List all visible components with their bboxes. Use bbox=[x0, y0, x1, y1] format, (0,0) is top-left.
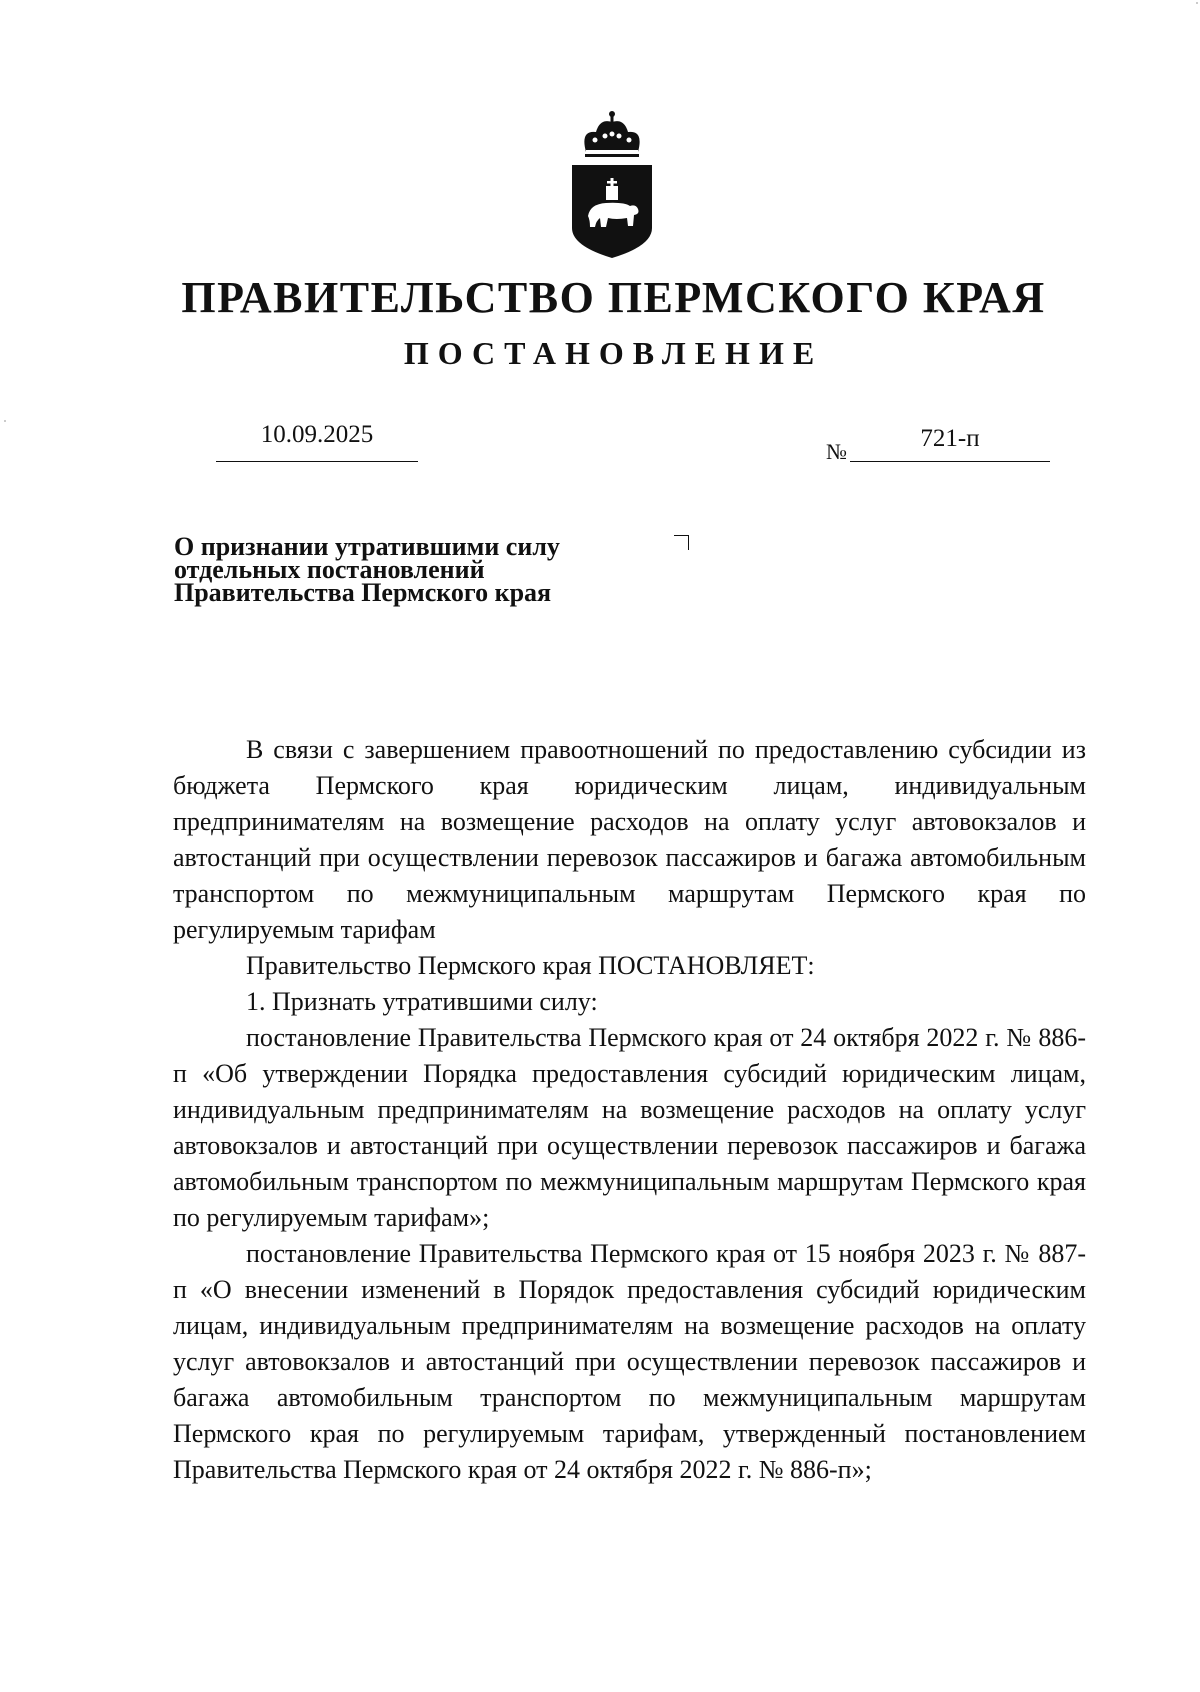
number-underline bbox=[850, 461, 1050, 462]
number-sign: № bbox=[826, 439, 847, 464]
date-underline bbox=[216, 461, 418, 462]
document-date: 10.09.2025 bbox=[260, 421, 374, 448]
document-subject bbox=[174, 532, 694, 607]
subject-corner-mark bbox=[674, 535, 689, 550]
document-number: 721-п bbox=[920, 425, 980, 452]
document-type: ПОСТАНОВЛЕНИЕ bbox=[403, 335, 824, 371]
subject-line: отдельных постановлений bbox=[174, 555, 485, 584]
scan-artifact bbox=[4, 420, 6, 422]
preamble-paragraph: В связи с завершением правоотношений по предоставлению субсидии из бюджета Пермского края юридическим лицам, индивидуальным предпринимателям на возмещение расходов на оплату услуг автовокзалов и автостанций при осуществлении перевозок пассажиров и багажа автомобильным транспортом по межмуниципальным маршрутам Пермского края по регулируемым тарифам bbox=[173, 735, 1086, 944]
item-1-paragraph: 1. Признать утратившими силу: bbox=[246, 987, 598, 1016]
government-name: ПРАВИТЕЛЬСТВО ПЕРМСКОГО КРАЯ bbox=[181, 273, 1046, 322]
subject-line: Правительства Пермского края bbox=[174, 578, 552, 607]
perm-krai-coat-of-arms-icon bbox=[566, 110, 658, 260]
repealed-act-paragraph: постановление Правительства Пермского края от 15 ноября 2023 г. № 887-п «О внесении изменений в Порядок предоставления субсидий юридическим лицам, индивидуальным предпринимателям на возмещение расходов на оплату услуг автовокзалов и автостанций при осуществлении перевозок пассажиров и багажа автомобильным транспортом по межмуниципальным маршрутам Пермского края по регулируемым тарифам, утвержденный постановлением Правительства Пермского края от 24 октября 2022 г. № 886-п»; bbox=[173, 1239, 1086, 1484]
resolution-paragraph: Правительство Пермского края ПОСТАНОВЛЯЕТ: bbox=[246, 951, 815, 980]
document-body bbox=[173, 732, 1086, 1488]
scan-artifact bbox=[1196, 2, 1198, 4]
subject-line: О признании утратившими силу bbox=[174, 532, 560, 561]
repealed-act-paragraph: постановление Правительства Пермского края от 24 октября 2022 г. № 886-п «Об утверждении Порядка предоставления субсидий юридическим лицам, индивидуальным предпринимателям на возмещение расходов на оплату услуг автовокзалов и автостанций при осуществлении перевозок пассажиров и багажа автомобильным транспортом по межмуниципальным маршрутам Пермского края по регулируемым тарифам»; bbox=[173, 1023, 1086, 1232]
